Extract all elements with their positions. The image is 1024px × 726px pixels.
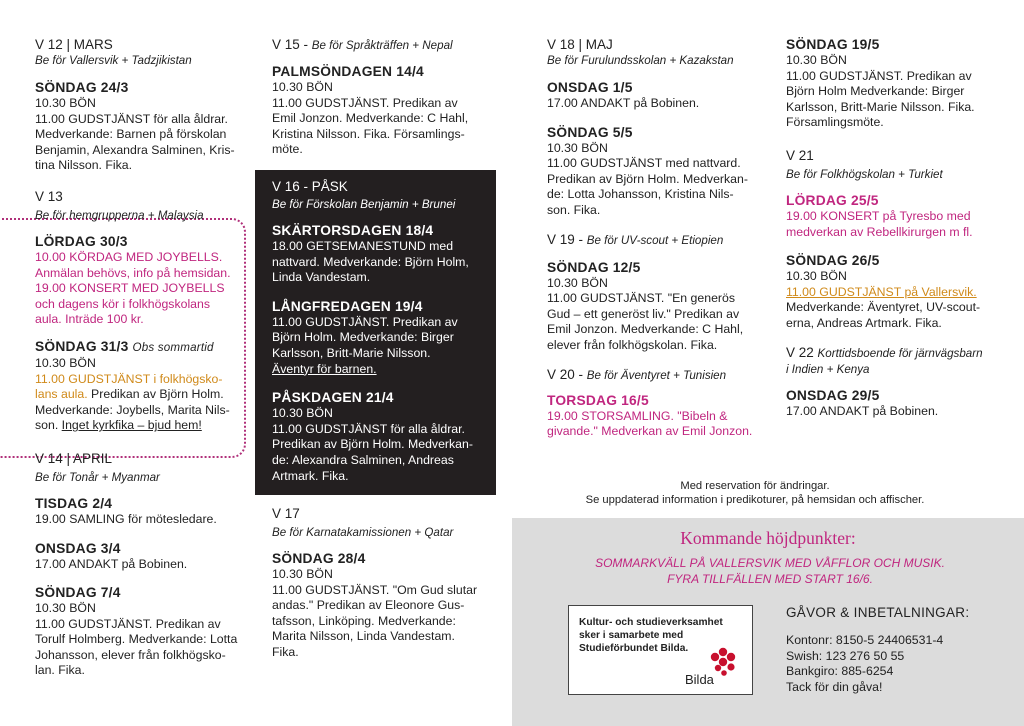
event-day-title: LÖRDAG 25/5 <box>786 192 879 208</box>
column-1 <box>35 36 250 679</box>
event-line: Emil Jonzon. Medverkande: C Hahl, <box>547 322 744 337</box>
event-line: givande." Medverkan av Emil Jonzon. <box>547 424 753 439</box>
column-3 <box>547 36 762 440</box>
event-line: 10.30 BÖN <box>272 406 333 421</box>
event-day-title: ONSDAG 1/5 <box>547 80 633 95</box>
event-line: 11.00 GUDSTJÄNST. Predikan av <box>272 314 458 329</box>
event-day-title: TORSDAG 16/5 <box>547 392 649 408</box>
bilda-wordmark: Bilda <box>685 672 714 687</box>
week-heading: V 16 - PÅSK <box>272 179 348 194</box>
easter-box-content <box>255 170 496 495</box>
event-line: Äventyr för barnen. <box>272 361 377 376</box>
column-2-bottom <box>272 505 492 661</box>
event-line: 11.00 GUDSTJÄNST. "Om Gud slutar <box>272 582 478 597</box>
event-day-title: LÅNGFREDAGEN 19/4 <box>272 298 423 314</box>
bilda-logo-box <box>568 605 753 695</box>
event-line: 19.00 STORSAMLING. "Bibeln & <box>547 408 728 423</box>
event-line: 11.00 GUDSTJÄNST. "En generös <box>547 291 735 306</box>
event-day-title: SKÄRTORSDAGEN 18/4 <box>272 223 434 238</box>
event-line: 11.00 GUDSTJÄNST för alla åldrar. <box>35 111 228 126</box>
event-line: Björn Holm Medverkande: Birger <box>786 84 965 99</box>
event-line: 19.00 KONSERT MED JOYBELLS <box>35 281 225 296</box>
event-line: Benjamin, Alexandra Salminen, Kris- <box>35 142 235 157</box>
event-line: och dagens kör i folkhögskolans <box>35 296 210 311</box>
event-line: Torulf Holmberg. Medverkande: Lotta <box>35 632 238 647</box>
event-line: 10.30 BÖN <box>547 275 608 290</box>
event-day-title: SÖNDAG 5/5 <box>547 124 633 140</box>
gifts-block <box>786 604 1006 695</box>
event-line: 10.30 BÖN <box>35 355 96 370</box>
event-line: son. Fika. <box>547 202 601 217</box>
prayer-line: Be för hemgrupperna + Malaysia <box>35 208 204 222</box>
event-day-title: ONSDAG 3/4 <box>35 540 121 556</box>
event-line: Gud – ett generöst liv." Predikan av <box>547 306 740 321</box>
gifts-line: Kontonr: 8150-5 24406531-4 <box>786 633 944 647</box>
gifts-line: Tack för din gåva! <box>786 679 883 694</box>
event-line: 11.00 GUDSTJÄNST i folkhögsko- <box>35 371 223 386</box>
event-line: 10.30 BÖN <box>786 53 847 67</box>
event-line: Anmälan behövs, info på hemsidan. <box>35 265 231 280</box>
event-line: son. Inget kyrkfika – bjud hem! <box>35 418 202 433</box>
event-line: Fika. <box>272 644 299 659</box>
event-line: aula. Inträde 100 kr. <box>35 312 144 327</box>
highlights-title: Kommande höjdpunkter: <box>680 528 856 548</box>
event-line: Artmark. Fika. <box>272 468 349 483</box>
event-day-title: ONSDAG 29/5 <box>786 387 880 403</box>
event-line: tafsson, Linköping. Medverkande: <box>272 613 456 628</box>
event-line: andas." Predikan av Eleonore Gus- <box>272 598 465 613</box>
event-day-title: SÖNDAG 26/5 <box>786 253 880 269</box>
gifts-title: GÅVOR & INBETALNINGAR: <box>786 605 970 620</box>
event-line: medverkan av Rebellkirurgen m fl. <box>786 224 973 239</box>
prayer-line: i Indien + Kenya <box>786 362 870 376</box>
event-line: 19.00 SAMLING för mötesledare. <box>35 511 217 526</box>
event-line: 17.00 ANDAKT på Bobinen. <box>547 96 700 110</box>
event-line: Björn Holm. Medverkande: Birger <box>272 330 454 345</box>
highlights-line: FYRA TILLFÄLLEN MED START 16/6. <box>667 571 873 586</box>
event-line: de: Alexandra Salminen, Andreas <box>272 452 454 467</box>
event-line: möte. <box>272 142 303 157</box>
prayer-line: Be för Förskolan Benjamin + Brunei <box>272 198 456 211</box>
event-line: 10.30 BÖN <box>35 601 96 616</box>
event-line: 11.00 GUDSTJÄNST på Vallersvik. <box>786 284 977 299</box>
event-line: Emil Jonzon. Medverkande: C Hahl, <box>272 111 469 126</box>
week-heading: V 18 | MAJ <box>547 37 613 52</box>
prayer-line: Be för Folkhögskolan + Turkiet <box>786 167 943 181</box>
event-line: 11.00 GUDSTJÄNST för alla åldrar. <box>272 421 465 436</box>
highlights-text <box>560 556 980 587</box>
event-line: 10.30 BÖN <box>547 140 608 155</box>
event-day-title: SÖNDAG 24/3 <box>35 80 129 95</box>
week-heading: V 20 - Be för Äventyret + Tunisien <box>547 366 727 382</box>
event-note: Obs sommartid <box>132 340 214 354</box>
event-day-title: SÖNDAG 7/4 <box>35 585 121 601</box>
event-line: Predikan av Björn Holm. Medverkan- <box>547 171 748 186</box>
event-line: Karlsson, Britt-Marie Nilsson. Fika. <box>786 99 975 114</box>
week-heading: V 17 <box>272 506 300 521</box>
event-day-title: SÖNDAG 19/5 <box>786 37 880 52</box>
event-line: Marita Nilsson, Linda Vandestam. <box>272 629 455 644</box>
gifts-line: Swish: 123 276 50 55 <box>786 648 905 663</box>
event-line: 11.00 GUDSTJÄNST med nattvard. <box>547 156 741 171</box>
event-line: Medverkande: Äventyret, UV-scout- <box>786 300 981 315</box>
week-heading: V 19 - Be för UV-scout + Etiopien <box>547 231 724 247</box>
event-line: Medverkande: Joybells, Marita Nils- <box>35 402 230 417</box>
event-line: 11.00 GUDSTJÄNST. Predikan av <box>786 68 972 83</box>
prayer-line: Be för Karnatakamissionen + Qatar <box>272 526 454 539</box>
event-line: 10.00 KÖRDAG MED JOYBELLS. <box>35 249 223 264</box>
event-line: erna, Andreas Artmark. Fika. <box>786 315 942 330</box>
week-heading: V 21 <box>786 147 814 163</box>
event-line: lan. Fika. <box>35 663 85 678</box>
event-line: 17.00 ANDAKT på Bobinen. <box>35 556 188 571</box>
logo-text: Kultur- och studieverksamhet sker i samarbete med Studieförbundet Bilda. <box>579 617 723 654</box>
event-day-title: PÅSKDAGEN 21/4 <box>272 390 394 406</box>
event-line: 10.30 BÖN <box>786 269 847 284</box>
week-heading: V 15 - Be för Språkträffen + Nepal <box>272 37 453 52</box>
event-line: Församlingsmöte. <box>786 115 884 130</box>
event-line: 17.00 ANDAKT på Bobinen. <box>786 403 939 418</box>
event-line: Medverkande: Barnen på förskolan <box>35 127 227 142</box>
event-line: 10.30 BÖN <box>272 567 333 581</box>
event-line: tina Nilsson. Fika. <box>35 158 133 173</box>
event-line: 19.00 KONSERT på Tyresbo med <box>786 208 971 223</box>
event-day-title: SÖNDAG 28/4 <box>272 551 366 566</box>
event-line: nattvard. Medverkande: Björn Holm, <box>272 254 469 269</box>
event-line: 10.30 BÖN <box>272 80 333 94</box>
prayer-line: Be för Vallersvik + Tadzjikistan <box>35 54 192 67</box>
gifts-line: Bankgiro: 885-6254 <box>786 664 894 679</box>
column-2-top <box>272 36 492 158</box>
week-heading: V 22 Korttidsboende för järnvägsbarn <box>786 344 983 360</box>
event-day-title: TISDAG 2/4 <box>35 495 113 511</box>
event-line: elever från folkhögskolan. Fika. <box>547 337 718 352</box>
week-heading: V 12 | MARS <box>35 37 113 52</box>
week-heading: V 13 <box>35 188 63 204</box>
event-line: Linda Vandestam. <box>272 270 371 285</box>
event-line: 11.00 GUDSTJÄNST. Predikan av <box>272 95 458 110</box>
column-4 <box>786 36 1006 419</box>
prayer-line: Be för Tonår + Myanmar <box>35 470 160 484</box>
event-line: de: Lotta Johansson, Kristina Nils- <box>547 187 734 202</box>
event-line: lans aula. Predikan av Björn Holm. <box>35 387 224 402</box>
event-day-title: SÖNDAG 31/3 Obs sommartid <box>35 338 214 354</box>
event-day-title: LÖRDAG 30/3 <box>35 233 128 249</box>
reservation-line: Se uppdaterad information i predikoturer, på hemsidan och affischer. <box>585 494 925 506</box>
highlights-line: SOMMARKVÄLL PÅ VALLERSVIK MED VÅFFLOR OCH MUSIK. <box>595 556 945 570</box>
event-day-title: SÖNDAG 12/5 <box>547 259 641 275</box>
reservation-line: Med reservation för ändringar. <box>680 480 830 492</box>
event-line: 18.00 GETSEMANESTUND med <box>272 239 454 253</box>
event-line: Predikan av Björn Holm. Medverkan- <box>272 437 473 452</box>
event-line: Kristina Nilsson. Fika. Församlings- <box>272 126 465 141</box>
event-line: 11.00 GUDSTJÄNST. Predikan av <box>35 616 221 631</box>
week-heading: V 14 | APRIL <box>35 450 113 466</box>
event-line: Johansson, elever från folkhögsko- <box>35 647 226 662</box>
event-line: 10.30 BÖN <box>35 96 96 110</box>
reservation-note <box>530 479 980 507</box>
prayer-line: Be för Furulundsskolan + Kazakstan <box>547 54 734 67</box>
event-day-title: PALMSÖNDAGEN 14/4 <box>272 64 424 79</box>
event-line: Karlsson, Britt-Marie Nilsson. <box>272 345 431 360</box>
